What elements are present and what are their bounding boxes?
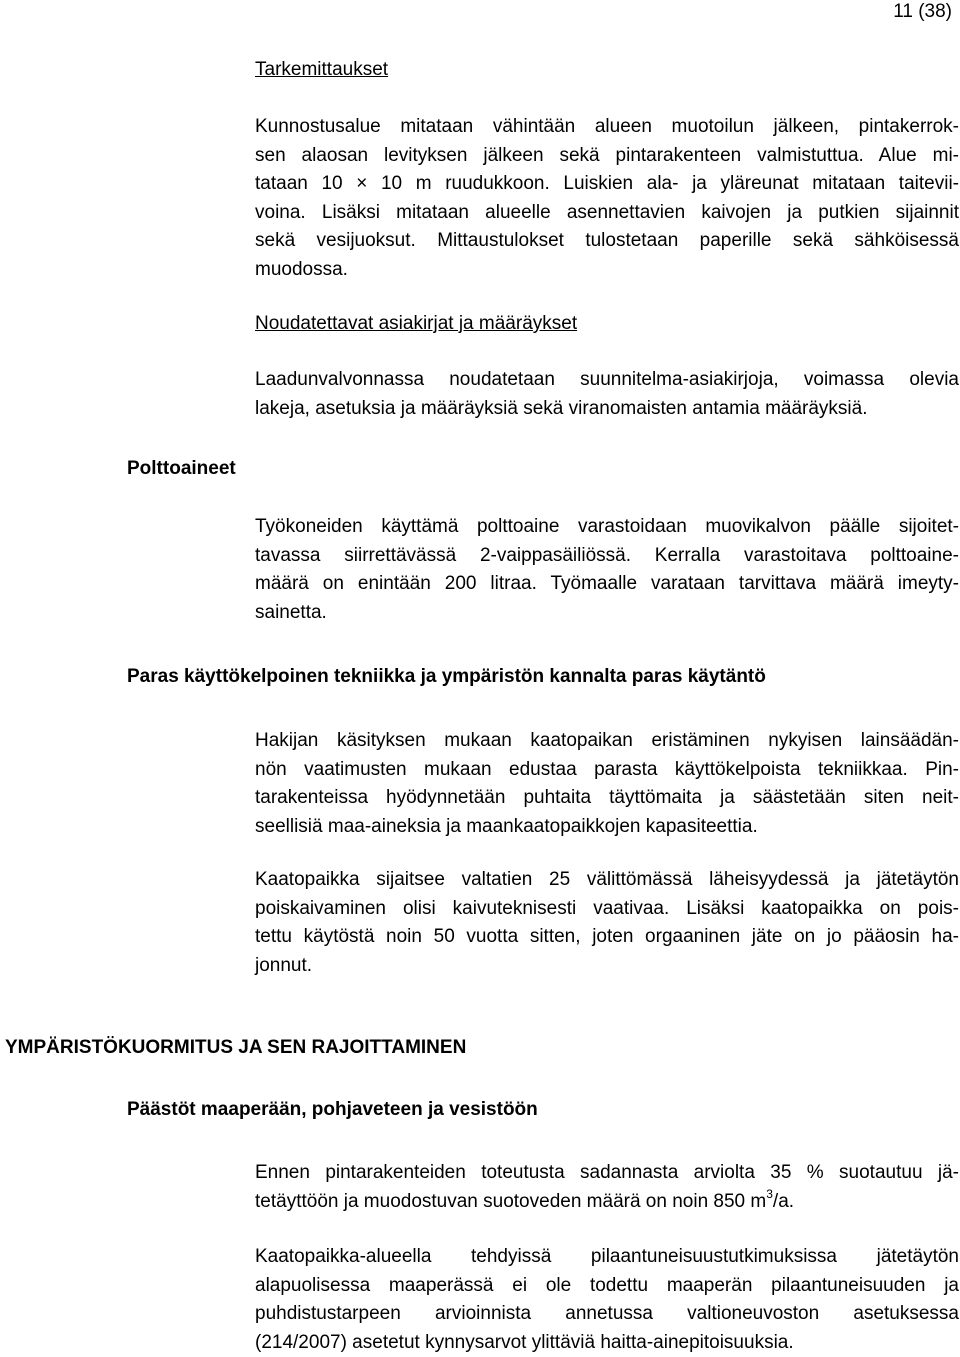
text-line: jonnut. <box>255 952 959 981</box>
paastot-paragraph-2 <box>255 1243 959 1357</box>
paastot-heading: Päästöt maaperään, pohjaveteen ja vesistöön <box>127 1098 538 1122</box>
text-line: Työkoneiden käyttämä polttoaine varastoidaan muovikalvon päälle sijoitet- <box>255 513 959 542</box>
text-line: Kaatopaikka sijaitsee valtatien 25 välittömässä läheisyydessä ja jätetäytön <box>255 866 959 895</box>
superscript: 3 <box>766 1187 773 1201</box>
text-line: tataan 10 × 10 m ruudukkoon. Luiskien ala- ja yläreunat mitataan taitevii- <box>255 170 959 199</box>
text-line: sen alaosan levityksen jälkeen sekä pintarakenteen valmistuttua. Alue mi- <box>255 142 959 171</box>
paastot-paragraph-1 <box>255 1159 959 1216</box>
text-line: nön vaatimusten mukaan edustaa parasta käyttökelpoista tekniikkaa. Pin- <box>255 756 959 785</box>
text-line: puhdistustarpeen arvioinnista annetussa valtioneuvoston asetuksessa <box>255 1300 959 1329</box>
bat-paragraph-2 <box>255 866 959 980</box>
text-line: Hakijan käsityksen mukaan kaatopaikan eristäminen nykyisen lainsäädän- <box>255 727 959 756</box>
text-line: tavassa siirrettävässä 2-vaippasäiliössä. Kerralla varastoitava polttoaine- <box>255 542 959 571</box>
tarkemittaukset-heading: Tarkemittaukset <box>255 58 388 82</box>
bat-paragraph-1 <box>255 727 959 841</box>
text-line: Ennen pintarakenteiden toteutusta sadannasta arviolta 35 % suotautuu jä- <box>255 1159 959 1188</box>
text-line: sainetta. <box>255 599 959 628</box>
noudatettavat-paragraph <box>255 366 959 423</box>
text-line: muodossa. <box>255 256 959 285</box>
text-line: sekä vesijuoksut. Mittaustulokset tulostetaan paperille sekä sähköisessä <box>255 227 959 256</box>
text-line: Laadunvalvonnassa noudatetaan suunnitelma-asiakirjoja, voimassa olevia <box>255 366 959 395</box>
text-segment: /a. <box>773 1191 794 1212</box>
text-line: voina. Lisäksi mitataan alueelle asennettavien kaivojen ja putkien sijainnit <box>255 199 959 228</box>
text-line: alapuolisessa maaperässä ei ole todettu maaperän pilaantuneisuuden ja <box>255 1272 959 1301</box>
text-line: määrä on enintään 200 litraa. Työmaalle varataan tarvittava määrä imeyty- <box>255 570 959 599</box>
text-line <box>255 1188 959 1217</box>
polttoaineet-heading: Polttoaineet <box>127 457 236 481</box>
bat-heading: Paras käyttökelpoinen tekniikka ja ympäristön kannalta paras käytäntö <box>127 665 766 689</box>
polttoaineet-paragraph <box>255 513 959 627</box>
text-line: tettu käytöstä noin 50 vuotta sitten, joten orgaaninen jäte on jo pääosin ha- <box>255 923 959 952</box>
page-number: 11 (38) <box>893 0 952 24</box>
text-line: Kaatopaikka-alueella tehdyissä pilaantuneisuustutkimuksissa jätetäytön <box>255 1243 959 1272</box>
text-line: poiskaivaminen olisi kaivuteknisesti vaativaa. Lisäksi kaatopaikka on pois- <box>255 895 959 924</box>
text-line: lakeja, asetuksia ja määräyksiä sekä viranomaisten antamia määräyksiä. <box>255 395 959 424</box>
section-heading: YMPÄRISTÖKUORMITUS JA SEN RAJOITTAMINEN <box>5 1036 466 1060</box>
text-line: (214/2007) asetetut kynnysarvot ylittäviä haitta-ainepitoisuuksia. <box>255 1329 959 1357</box>
text-segment: tetäyttöön ja muodostuvan suotoveden määrä on noin 850 m <box>255 1191 766 1212</box>
noudatettavat-heading: Noudatettavat asiakirjat ja määräykset <box>255 312 577 336</box>
text-line: Kunnostusalue mitataan vähintään alueen muotoilun jälkeen, pintakerrok- <box>255 113 959 142</box>
text-line: tarakenteissa hyödynnetään puhtaita täyttömaita ja säästetään siten neit- <box>255 784 959 813</box>
tarkemittaukset-paragraph <box>255 113 959 284</box>
text-line: seellisiä maa-aineksia ja maankaatopaikkojen kapasiteettia. <box>255 813 959 842</box>
